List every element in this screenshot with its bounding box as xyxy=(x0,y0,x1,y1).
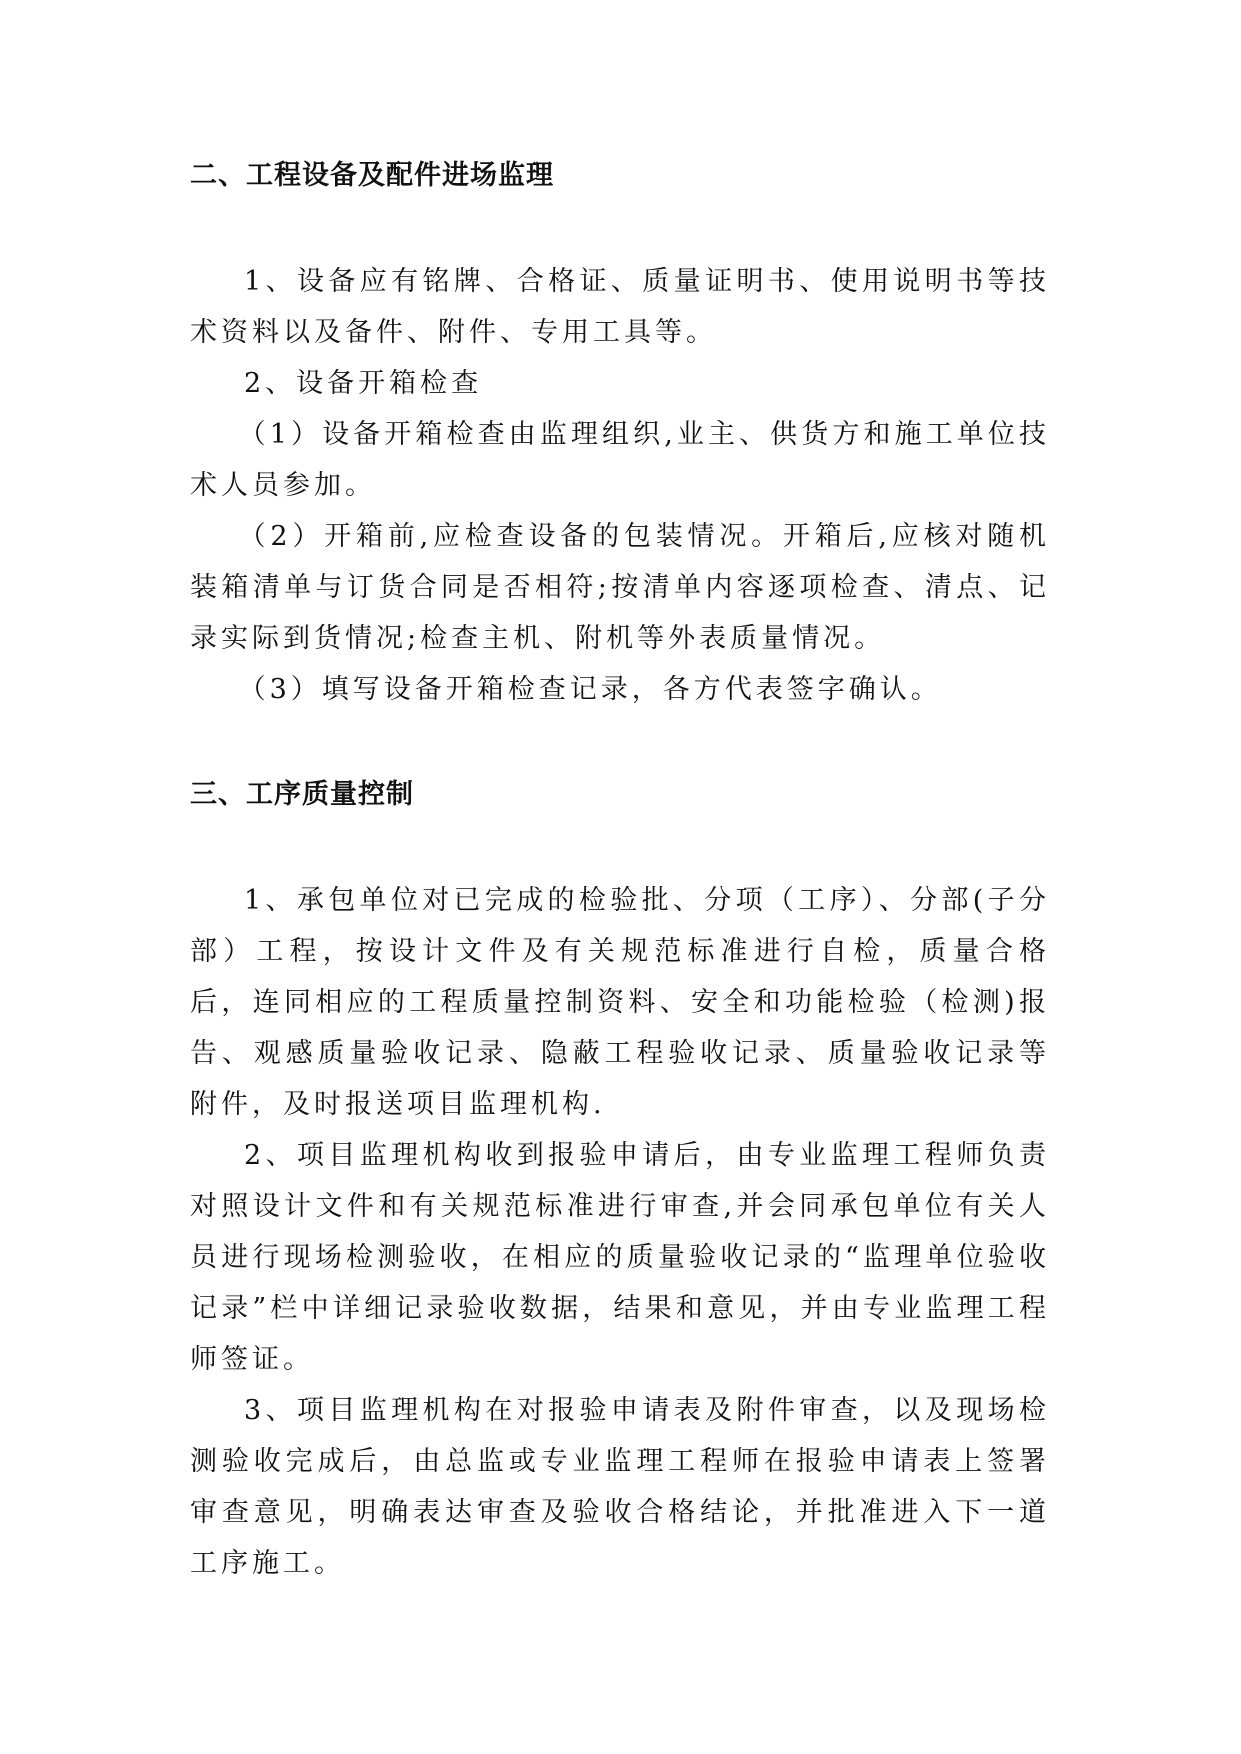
paragraph: （3）填写设备开箱检查记录，各方代表签字确认。 xyxy=(238,674,942,705)
paragraph: 2、设备开箱检查 xyxy=(244,368,483,399)
paragraph: 2、项目监理机构收到报验申请后，由专业监理工程师负责对照设计文件和有关规范标准进行审查,并会同承包单位有关人员进行现场检测验收，在相应的质量验收记录的“监理单位验收记录”栏中详细记录验收数据，结果和意见，并由专业监理工程师签证。 xyxy=(190,1140,1050,1375)
paragraph: 1、设备应有铭牌、合格证、质量证明书、使用说明书等技术资料以及备件、附件、专用工具等。 xyxy=(190,266,1050,348)
paragraph: 1、承包单位对已完成的检验批、分项（工序）、分部(子分部）工程，按设计文件及有关规范标准进行自检，质量合格后，连同相应的工程质量控制资料、安全和功能检验（检测)报告、观感质量验收记录、隐蔽工程验收记录、质量验收记录等附件，及时报送项目监理机构. xyxy=(190,885,1050,1120)
paragraph: （1）设备开箱检查由监理组织,业主、供货方和施工单位技术人员参加。 xyxy=(190,419,1050,501)
paragraph: 3、项目监理机构在对报验申请表及附件审查，以及现场检测验收完成后，由总监或专业监理工程师在报验申请表上签署审查意见，明确表达审查及验收合格结论，并批准进入下一道工序施工。 xyxy=(190,1395,1050,1579)
section-heading-process-quality: 三、工序质量控制 xyxy=(190,779,414,810)
document-body xyxy=(190,158,1050,1589)
section-heading-equipment: 二、工程设备及配件进场监理 xyxy=(190,160,554,191)
paragraph: （2）开箱前,应检查设备的包装情况。开箱后,应核对随机装箱清单与订货合同是否相符;按清单内容逐项检查、清点、记录实际到货情况;检查主机、附机等外表质量情况。 xyxy=(190,521,1050,654)
